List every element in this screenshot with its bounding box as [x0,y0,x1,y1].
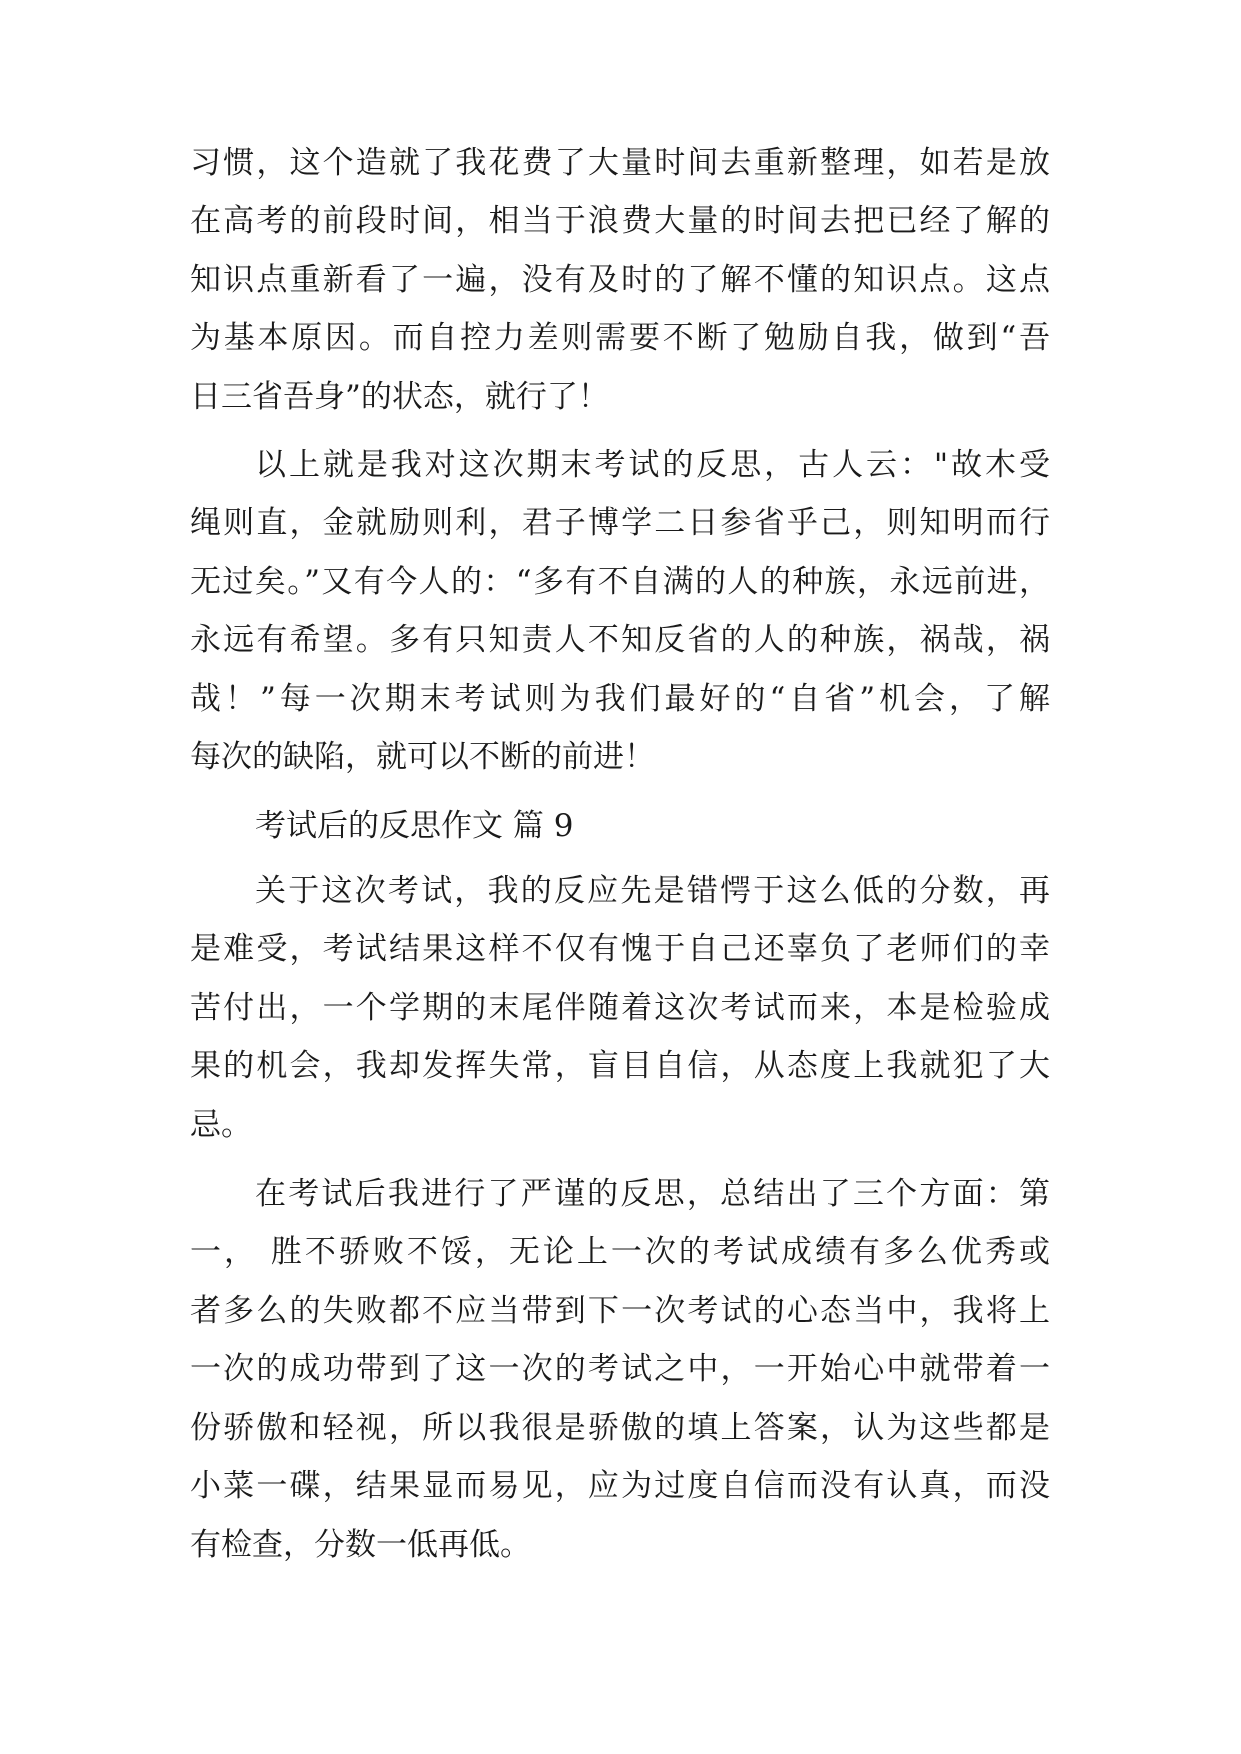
text-line: 份骄傲和轻视，所以我很是骄傲的填上答案，认为这些都是 [190,1410,1050,1446]
text-line: 无过矣。”又有今人的：“多有不自满的人的种族，永远前进， [190,564,1050,600]
text-line: 知识点重新看了一遍，没有及时的了解不懂的知识点。这点 [190,262,1050,298]
text-line: 绳则直，金就励则利，君子博学二日参省乎己，则知明而行 [190,505,1050,541]
text-line: 有检查，分数一低再低。 [190,1527,531,1563]
text-line: 苦付出，一个学期的末尾伴随着这次考试而来，本是检验成 [190,990,1050,1026]
text-line: 在高考的前段时间，相当于浪费大量的时间去把已经了解的 [190,203,1050,239]
text-line: 哉！”每一次期末考试则为我们最好的“自省”机会，了解 [190,681,1050,717]
text-line: 以上就是我对这次期末考试的反思，古人云："故木受 [255,447,1050,483]
text-line: 者多么的失败都不应当带到下一次考试的心态当中，我将上 [190,1293,1050,1329]
text-line: 在考试后我进行了严谨的反思，总结出了三个方面：第 [255,1176,1050,1212]
text-line: 小菜一碟，结果显而易见，应为过度自信而没有认真，而没 [190,1468,1050,1504]
text-line: 一， 胜不骄败不馁，无论上一次的考试成绩有多么优秀或 [190,1234,1050,1270]
text-line: 关于这次考试，我的反应先是错愕于这么低的分数，再 [255,873,1050,909]
text-line: 是难受，考试结果这样不仅有愧于自己还辜负了老师们的幸 [190,931,1050,967]
text-line: 忌。 [190,1107,252,1143]
text-line: 日三省吾身”的状态，就行了！ [190,379,609,415]
text-line: 永远有希望。多有只知责人不知反省的人的种族，祸哉，祸 [190,622,1050,658]
text-line: 一次的成功带到了这一次的考试之中，一开始心中就带着一 [190,1351,1050,1387]
text-line: 果的机会，我却发挥失常，盲目自信，从态度上我就犯了大 [190,1048,1050,1084]
text-line: 习惯，这个造就了我花费了大量时间去重新整理，如若是放 [190,145,1050,181]
text-line: 为基本原因。而自控力差则需要不断了勉励自我，做到“吾 [190,320,1050,356]
section-heading: 考试后的反思作文 篇 9 [255,808,574,844]
text-line: 每次的缺陷，就可以不断的前进！ [190,739,655,775]
